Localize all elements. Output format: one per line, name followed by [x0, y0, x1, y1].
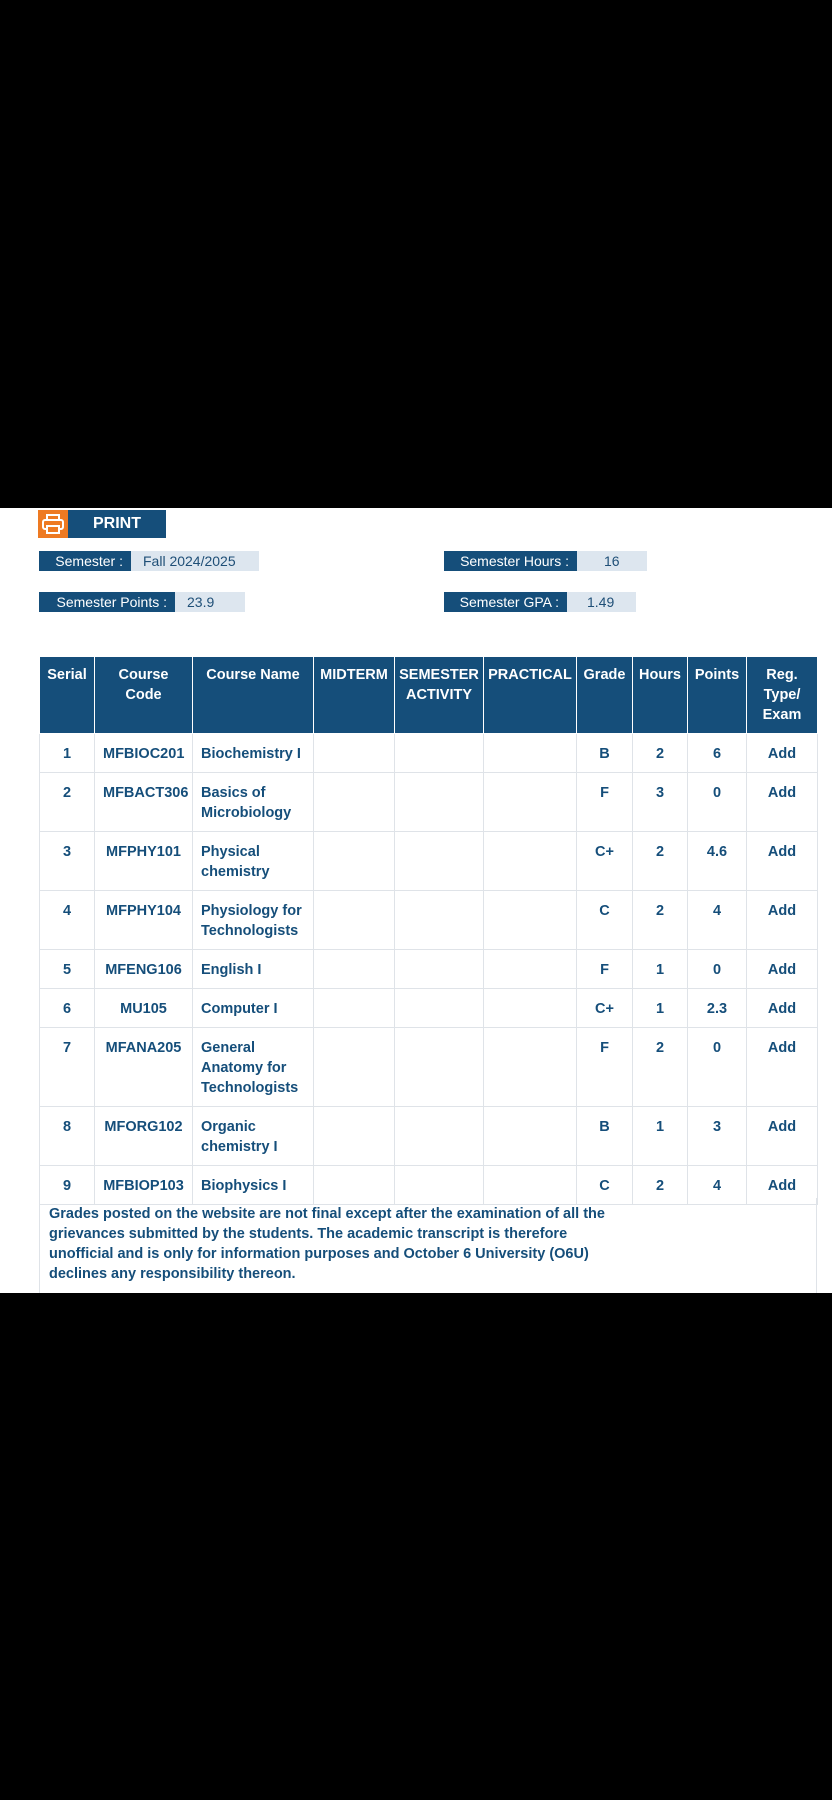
cell-grade: C+ — [577, 832, 633, 891]
cell-semester-activity — [395, 891, 484, 950]
cell-reg-type: Add — [747, 773, 818, 832]
cell-points: 3 — [688, 1107, 747, 1166]
cell-serial: 7 — [40, 1028, 95, 1107]
header-hours: Hours — [633, 657, 688, 734]
header-points: Points — [688, 657, 747, 734]
header-reg-type: Reg. Type/ Exam — [747, 657, 818, 734]
cell-course-name: Organic chemistry I — [193, 1107, 314, 1166]
cell-serial: 6 — [40, 989, 95, 1028]
cell-semester-activity — [395, 1028, 484, 1107]
table-row — [40, 773, 818, 832]
cell-midterm — [314, 773, 395, 832]
cell-serial: 8 — [40, 1107, 95, 1166]
cell-reg-type: Add — [747, 1107, 818, 1166]
semester-points-value: 23.9 — [175, 592, 245, 612]
cell-points: 0 — [688, 1028, 747, 1107]
cell-semester-activity — [395, 734, 484, 773]
cell-hours: 1 — [633, 989, 688, 1028]
cell-practical — [484, 832, 577, 891]
transcript-panel — [0, 508, 832, 1293]
cell-serial: 2 — [40, 773, 95, 832]
cell-midterm — [314, 734, 395, 773]
cell-hours: 2 — [633, 891, 688, 950]
cell-hours: 1 — [633, 1107, 688, 1166]
cell-course-code: MFBACT306 — [95, 773, 193, 832]
cell-serial: 9 — [40, 1166, 95, 1205]
cell-practical — [484, 773, 577, 832]
cell-course-code: MFBIOC201 — [95, 734, 193, 773]
header-serial: Serial — [40, 657, 95, 734]
cell-reg-type: Add — [747, 832, 818, 891]
cell-grade: C — [577, 891, 633, 950]
cell-hours: 2 — [633, 734, 688, 773]
cell-reg-type: Add — [747, 1028, 818, 1107]
table-row — [40, 1107, 818, 1166]
cell-practical — [484, 1107, 577, 1166]
table-row — [40, 1028, 818, 1107]
cell-reg-type: Add — [747, 950, 818, 989]
header-course-code: Course Code — [95, 657, 193, 734]
cell-hours: 2 — [633, 1166, 688, 1205]
cell-course-name: Basics of Microbiology — [193, 773, 314, 832]
print-label: PRINT — [68, 510, 166, 538]
semester-gpa-value: 1.49 — [567, 592, 636, 612]
cell-reg-type: Add — [747, 734, 818, 773]
cell-midterm — [314, 1107, 395, 1166]
table-row — [40, 734, 818, 773]
cell-serial: 5 — [40, 950, 95, 989]
table-row — [40, 891, 818, 950]
cell-course-name: English I — [193, 950, 314, 989]
cell-points: 4 — [688, 891, 747, 950]
semester-hours-field — [444, 551, 647, 571]
cell-serial: 1 — [40, 734, 95, 773]
cell-points: 0 — [688, 773, 747, 832]
cell-grade: F — [577, 950, 633, 989]
cell-practical — [484, 950, 577, 989]
table-row — [40, 950, 818, 989]
cell-course-name: Physical chemistry — [193, 832, 314, 891]
cell-serial: 4 — [40, 891, 95, 950]
printer-icon — [38, 510, 68, 538]
cell-semester-activity — [395, 989, 484, 1028]
cell-midterm — [314, 950, 395, 989]
header-grade: Grade — [577, 657, 633, 734]
cell-practical — [484, 1028, 577, 1107]
semester-points-field — [39, 592, 245, 612]
header-course-name: Course Name — [193, 657, 314, 734]
grades-table — [39, 656, 818, 1205]
cell-semester-activity — [395, 773, 484, 832]
cell-course-name: General Anatomy for Technologists — [193, 1028, 314, 1107]
table-header-row — [40, 657, 818, 734]
semester-points-label: Semester Points : — [39, 592, 175, 612]
semester-field — [39, 551, 259, 571]
cell-hours: 1 — [633, 950, 688, 989]
cell-midterm — [314, 891, 395, 950]
cell-grade: F — [577, 1028, 633, 1107]
semester-value: Fall 2024/2025 — [131, 551, 259, 571]
cell-points: 6 — [688, 734, 747, 773]
cell-points: 4.6 — [688, 832, 747, 891]
cell-course-code: MFPHY101 — [95, 832, 193, 891]
cell-grade: C — [577, 1166, 633, 1205]
cell-hours: 2 — [633, 1028, 688, 1107]
cell-semester-activity — [395, 832, 484, 891]
table-row — [40, 989, 818, 1028]
header-midterm: MIDTERM — [314, 657, 395, 734]
cell-practical — [484, 989, 577, 1028]
cell-midterm — [314, 1028, 395, 1107]
cell-course-name: Physiology for Technologists — [193, 891, 314, 950]
cell-course-code: MFANA205 — [95, 1028, 193, 1107]
cell-course-code: MFENG106 — [95, 950, 193, 989]
cell-serial: 3 — [40, 832, 95, 891]
cell-reg-type: Add — [747, 891, 818, 950]
cell-practical — [484, 734, 577, 773]
cell-course-code: MU105 — [95, 989, 193, 1028]
cell-hours: 3 — [633, 773, 688, 832]
print-button[interactable] — [38, 510, 166, 538]
cell-practical — [484, 891, 577, 950]
cell-grade: C+ — [577, 989, 633, 1028]
cell-course-code: MFORG102 — [95, 1107, 193, 1166]
disclaimer-text: Grades posted on the website are not final except after the examination of all the grievances submitted by the students. The academic transcript is therefore unofficial and is only for information purposes and October 6 University (O6U) declines any responsibility thereon. — [49, 1206, 605, 1282]
cell-points: 4 — [688, 1166, 747, 1205]
semester-gpa-field — [444, 592, 636, 612]
cell-grade: B — [577, 734, 633, 773]
header-semester-activity: SEMESTER ACTIVITY — [395, 657, 484, 734]
cell-reg-type: Add — [747, 1166, 818, 1205]
cell-points: 2.3 — [688, 989, 747, 1028]
semester-label: Semester : — [39, 551, 131, 571]
cell-course-code: MFBIOP103 — [95, 1166, 193, 1205]
cell-midterm — [314, 832, 395, 891]
semester-hours-label: Semester Hours : — [444, 551, 577, 571]
cell-reg-type: Add — [747, 989, 818, 1028]
semester-gpa-label: Semester GPA : — [444, 592, 567, 612]
cell-grade: B — [577, 1107, 633, 1166]
cell-points: 0 — [688, 950, 747, 989]
cell-course-name: Biophysics I — [193, 1166, 314, 1205]
cell-hours: 2 — [633, 832, 688, 891]
cell-midterm — [314, 989, 395, 1028]
cell-semester-activity — [395, 1107, 484, 1166]
cell-semester-activity — [395, 950, 484, 989]
semester-hours-value: 16 — [577, 551, 647, 571]
header-practical: PRACTICAL — [484, 657, 577, 734]
table-row — [40, 832, 818, 891]
cell-course-name: Computer I — [193, 989, 314, 1028]
cell-course-code: MFPHY104 — [95, 891, 193, 950]
cell-grade: F — [577, 773, 633, 832]
cell-course-name: Biochemistry I — [193, 734, 314, 773]
